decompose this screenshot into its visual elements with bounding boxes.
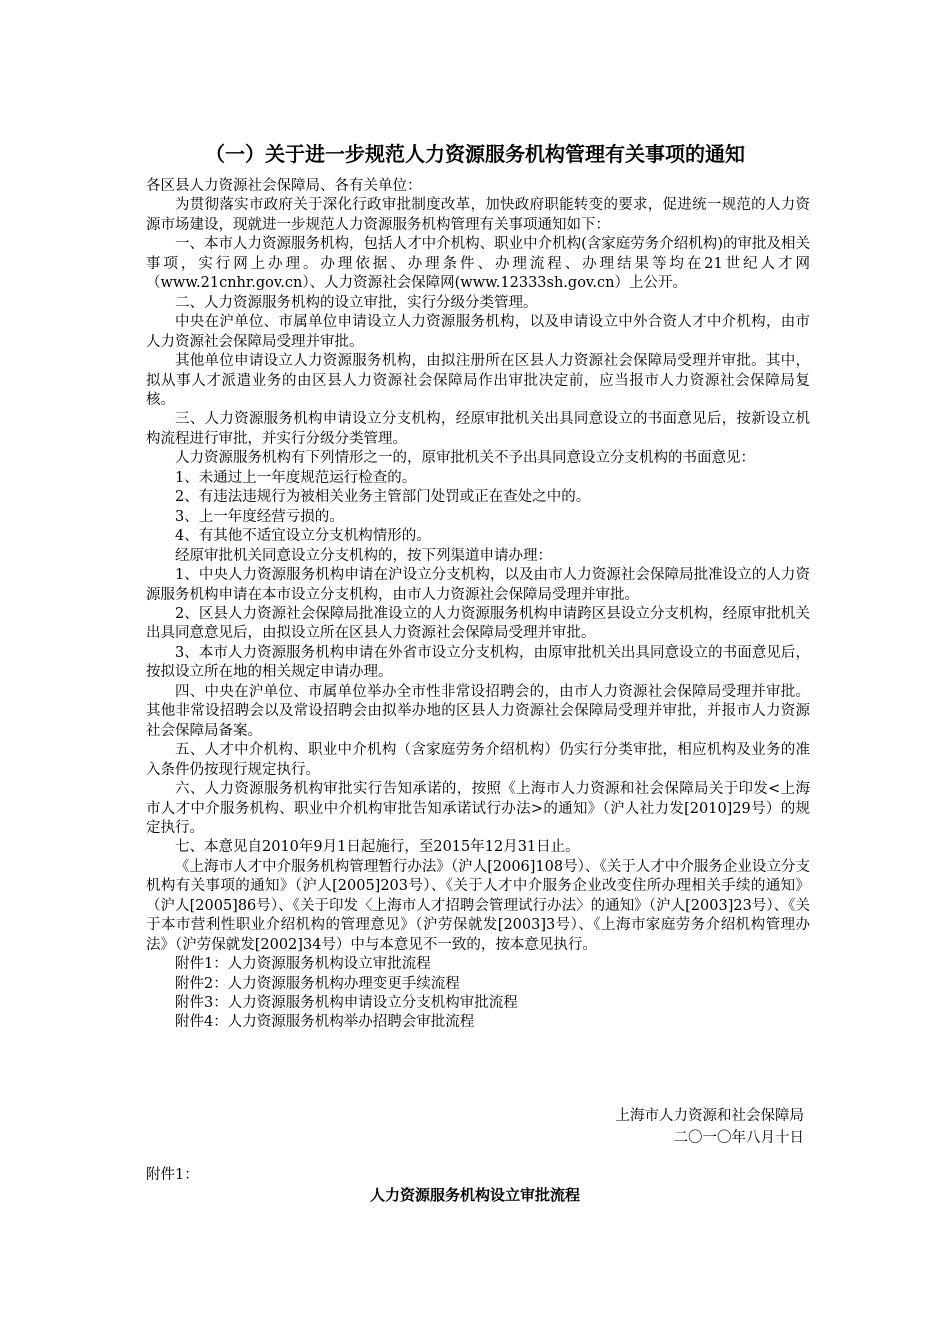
body-paragraph: 七、本意见自2010年9月1日起施行，至2015年12月31日止。 bbox=[175, 839, 580, 856]
body-paragraph: 1、未通过上一年度规范运行检查的。 bbox=[175, 469, 417, 486]
body-paragraph: 3、本市人力资源服务机构申请在外省市设立分支机构，由原审批机关出具同意设立的书面意见后，按拟设立所在地的相关规定申请办理。 bbox=[146, 644, 810, 681]
body-paragraph: 《上海市人才中介服务机构管理暂行办法》（沪人[2006]108号）、《关于人才中介服务企业设立分支机构有关事项的通知》（沪人[2005]203号）、《关于人才中介服务企业改变住所办理相关手续的通知》（沪人[2005]86号）、《关于印发〈上海市人才招聘会管理试行办法〉的通知》（沪人[2003]23号）、《关于本市营利性职业介绍机构的管理意见》（沪劳保就发[2003]3号）、《上海市家庭劳务介绍机构管理办法》（沪劳保就发[2002]34号）中与本意见不一致的，按本意见执行。 bbox=[146, 858, 810, 953]
body-paragraph: 人力资源服务机构有下列情形之一的，原审批机关不予出具同意设立分支机构的书面意见： bbox=[175, 450, 755, 467]
body-paragraph: 3、上一年度经营亏损的。 bbox=[175, 508, 344, 525]
signature-block bbox=[616, 1105, 805, 1149]
body-paragraph: 附件2：人力资源服务机构办理变更手续流程 bbox=[175, 975, 460, 992]
salutation: 各区县人力资源社会保障局、各有关单位： bbox=[146, 178, 422, 194]
body-paragraph: 四、中央在沪单位、市属单位举办全市性非常设招聘会的，由市人力资源社会保障局受理并审批。其他非常设招聘会以及常设招聘会由拟举办地的区县人力资源社会保障局受理并审批，并报市人力资源社会保障局备案。 bbox=[146, 683, 810, 739]
body-paragraph: 附件3：人力资源服务机构申请设立分支机构审批流程 bbox=[175, 995, 518, 1012]
signature-organization: 上海市人力资源和社会保障局 bbox=[615, 1108, 804, 1124]
body-paragraph: 五、人才中介机构、职业中介机构（含家庭劳务介绍机构）仍实行分类审批，相应机构及业务的准入条件仍按现行规定执行。 bbox=[146, 742, 810, 778]
body-paragraph: 中央在沪单位、市属单位申请设立人力资源服务机构，以及申请设立中外合资人才中介机构，由市人力资源社会保障局受理并审批。 bbox=[146, 314, 810, 350]
body-paragraph: 三、人力资源服务机构申请设立分支机构，经原审批机关出具同意设立的书面意见后，按新设立机构流程进行审批，并实行分级分类管理。 bbox=[146, 411, 810, 447]
document-title: （一）关于进一步规范人力资源服务机构管理有关事项的通知 bbox=[205, 142, 745, 166]
body-paragraph: 2、区县人力资源社会保障局批准设立的人力资源服务机构申请跨区县设立分支机构，经原审批机关出具同意意见后，由拟设立所在区县人力资源社会保障局受理并审批。 bbox=[146, 605, 810, 642]
body-paragraph: 附件4：人力资源服务机构举办招聘会审批流程 bbox=[175, 1014, 475, 1031]
attachment-label: 附件1： bbox=[146, 1167, 199, 1183]
attachment-title: 人力资源服务机构设立审批流程 bbox=[369, 1186, 580, 1204]
body-paragraph: 2、有违法违规行为被相关业务主管部门处罚或正在查处之中的。 bbox=[175, 489, 591, 506]
signature-date: 二〇一〇年八月十日 bbox=[673, 1130, 804, 1146]
body-paragraph: 其他单位申请设立人力资源服务机构，由拟注册所在区县人力资源社会保障局受理并审批。其中，拟从事人才派遣业务的由区县人力资源社会保障局作出审批决定前，应当报市人力资源社会保障局复核。 bbox=[146, 353, 810, 408]
body-paragraph: 二、人力资源服务机构的设立审批，实行分级分类管理。 bbox=[175, 294, 538, 311]
body-paragraph: 4、有其他不适宜设立分支机构情形的。 bbox=[175, 528, 431, 545]
body-paragraph: 为贯彻落实市政府关于深化行政审批制度改革，加快政府职能转变的要求，促进统一规范的人力资源市场建设，现就进一步规范人力资源服务机构管理有关事项通知如下： bbox=[146, 197, 810, 233]
body-paragraph: 1、中央人力资源服务机构申请在沪设立分支机构，以及由市人力资源社会保障局批准设立的人力资源服务机构申请在本市设立分支机构，由市人力资源社会保障局受理并审批。 bbox=[146, 567, 810, 603]
body-paragraph: 六、人力资源服务机构审批实行告知承诺的，按照《上海市人力资源和社会保障局关于印发<上海市人才中介服务机构、职业中介机构审批告知承诺试行办法>的通知》（沪人社力发[2010]29号）的规定执行。 bbox=[146, 781, 810, 836]
document-body bbox=[146, 177, 810, 1033]
body-paragraph: 附件1：人力资源服务机构设立审批流程 bbox=[175, 956, 431, 973]
body-paragraph: 经原审批机关同意设立分支机构的，按下列渠道申请办理： bbox=[175, 547, 552, 564]
body-paragraph: 一、本市人力资源服务机构，包括人才中介机构、职业中介机构(含家庭劳务介绍机构)的审批及相关事项，实行网上办理。办理依据、办理条件、办理流程、办理结果等均在21世纪人才网（www.21cnhr.gov.cn）、人力资源社会保障网(www.12333sh.gov.cn）上公开。 bbox=[146, 236, 810, 292]
